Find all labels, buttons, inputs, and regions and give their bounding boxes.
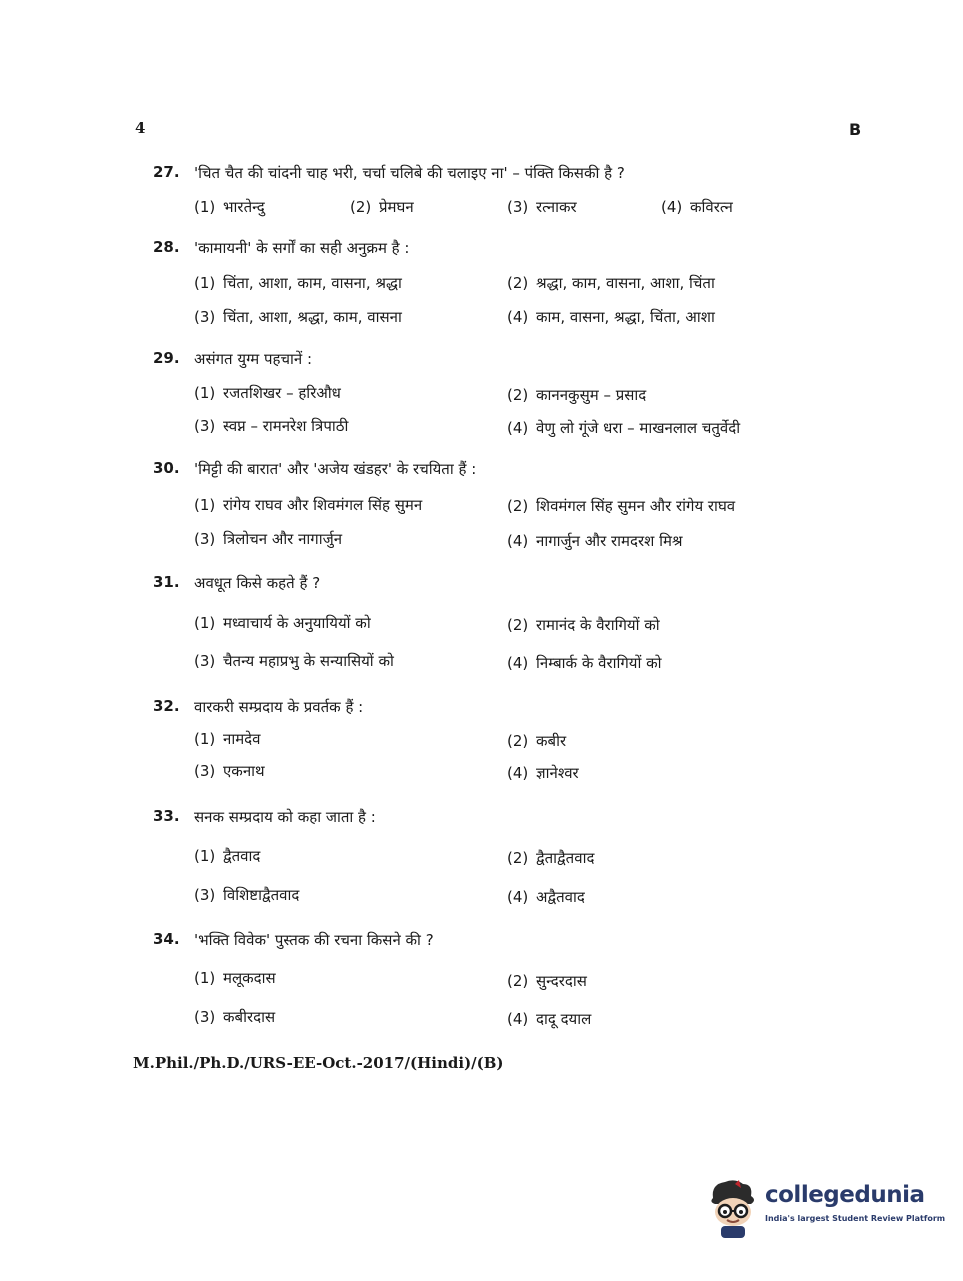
option-1: (1) मध्वाचार्य के अनुयायियों को	[194, 614, 371, 632]
option-1: (1) द्वैतवाद	[194, 847, 261, 865]
option-3: (3) स्वप्न – रामनरेश त्रिपाठी	[194, 417, 349, 435]
option-3: (3) त्रिलोचन और नागार्जुन	[194, 530, 343, 548]
question-number: 29.	[153, 349, 180, 367]
option-1: (1) चिंता, आशा, काम, वासना, श्रद्धा	[194, 274, 402, 292]
set-code: B	[849, 120, 862, 139]
option-4: (4) नागार्जुन और रामदरश मिश्र	[507, 532, 683, 550]
logo-tagline: India's largest Student Review Platform	[765, 1214, 946, 1223]
option-3: (3) कबीरदास	[194, 1008, 276, 1026]
option-4: (4) काम, वासना, श्रद्धा, चिंता, आशा	[507, 308, 715, 326]
question-text: असंगत युग्म पहचानें :	[194, 350, 313, 368]
question-text: 'मिट्टी की बारात' और 'अजेय खंडहर' के रचयिता हैं :	[194, 460, 477, 478]
question-text: वारकरी सम्प्रदाय के प्रवर्तक हैं :	[194, 698, 364, 716]
option-2: (2) श्रद्धा, काम, वासना, आशा, चिंता	[507, 274, 715, 292]
option-3: (3) रत्नाकर	[507, 198, 577, 216]
option-1: (1) रजतशिखर – हरिऔध	[194, 384, 341, 402]
collegedunia-logo	[705, 1178, 946, 1240]
option-2: (2) द्वैताद्वैतवाद	[507, 849, 595, 867]
option-4: (4) ज्ञानेश्वर	[507, 764, 579, 782]
question-number: 27.	[153, 163, 180, 181]
option-3: (3) एकनाथ	[194, 762, 265, 780]
student-mascot-icon	[705, 1178, 761, 1240]
option-3: (3) चैतन्य महाप्रभु के सन्यासियों को	[194, 652, 394, 670]
option-4: (4) अद्वैतवाद	[507, 888, 585, 906]
question-number: 33.	[153, 807, 180, 825]
option-1: (1) रांगेय राघव और शिवमंगल सिंह सुमन	[194, 496, 423, 514]
logo-brand: collegedunia	[765, 1182, 925, 1208]
question-text: 'कामायनी' के सर्गों का सही अनुक्रम है :	[194, 239, 410, 257]
option-2: (2) रामानंद के वैरागियों को	[507, 616, 660, 634]
question-number: 30.	[153, 459, 180, 477]
option-3: (3) विशिष्टाद्वैतवाद	[194, 886, 300, 904]
question-text: अवधूत किसे कहते हैं ?	[194, 574, 321, 592]
option-2: (2) शिवमंगल सिंह सुमन और रांगेय राघव	[507, 497, 736, 515]
option-1: (1) भारतेन्दु	[194, 198, 265, 216]
option-4: (4) निम्बार्क के वैरागियों को	[507, 654, 662, 672]
option-1: (1) नामदेव	[194, 730, 261, 748]
paper-code: M.Phil./Ph.D./URS-EE-Oct.-2017/(Hindi)/(B)	[133, 1054, 504, 1072]
question-text: 'चित चैत की चांदनी चाह भरी, चर्चा चलिबे की चलाइए ना' – पंक्ति किसकी है ?	[194, 164, 625, 182]
option-2: (2) कबीर	[507, 732, 567, 750]
question-text: 'भक्ति विवेक' पुस्तक की रचना किसने की ?	[194, 931, 434, 949]
option-4: (4) दादू दयाल	[507, 1010, 592, 1028]
option-1: (1) मलूकदास	[194, 969, 276, 987]
option-4: (4) वेणु लो गूंजे धरा – माखनलाल चतुर्वेदी	[507, 419, 741, 437]
question-number: 34.	[153, 930, 180, 948]
question-number: 28.	[153, 238, 180, 256]
option-3: (3) चिंता, आशा, श्रद्धा, काम, वासना	[194, 308, 402, 326]
page-number: 4	[135, 119, 146, 137]
question-text: सनक सम्प्रदाय को कहा जाता है :	[194, 808, 376, 826]
option-2: (2) प्रेमघन	[350, 198, 414, 216]
option-4: (4) कविरत्न	[661, 198, 733, 216]
option-2: (2) काननकुसुम – प्रसाद	[507, 386, 647, 404]
question-number: 32.	[153, 697, 180, 715]
question-number: 31.	[153, 573, 180, 591]
option-2: (2) सुन्दरदास	[507, 972, 587, 990]
